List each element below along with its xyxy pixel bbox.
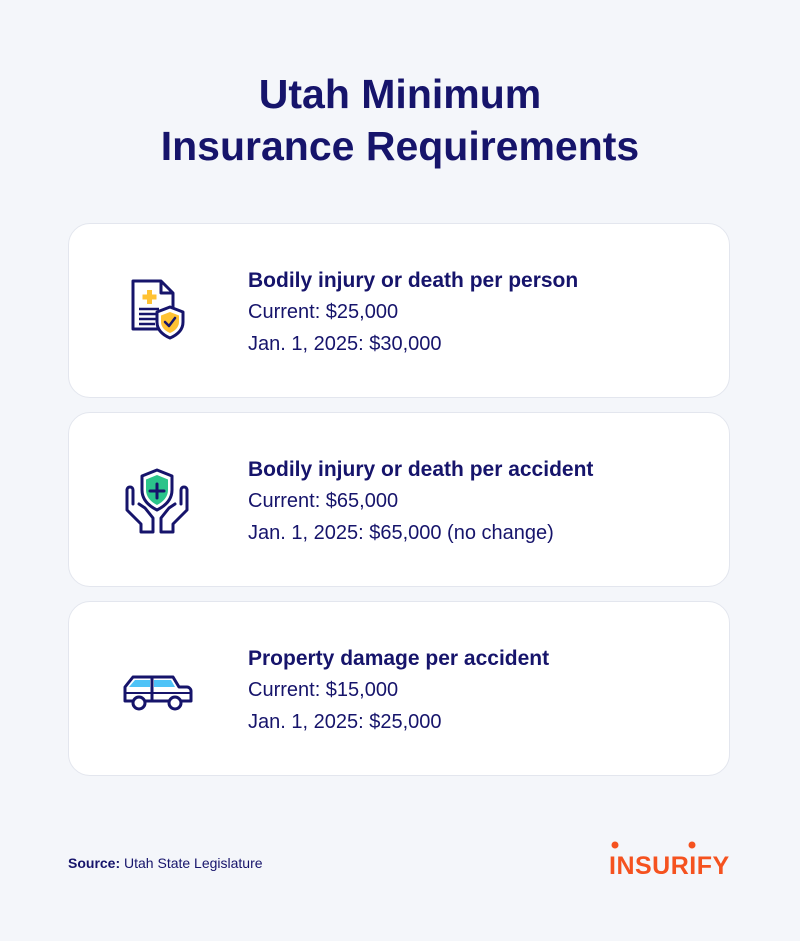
insurify-logo: [609, 838, 733, 880]
source-text: Utah State Legislature: [124, 855, 263, 871]
source-label: Source:: [68, 855, 121, 871]
future-amount: Jan. 1, 2025: $65,000 (no change): [248, 522, 554, 544]
requirement-card-bodily-injury-per-person: [68, 223, 730, 398]
current-amount: Current: $25,000: [248, 301, 399, 323]
requirement-card-bodily-injury-per-accident: [68, 412, 730, 587]
current-amount: Current: $15,000: [248, 679, 399, 701]
hands-shield-icon: [117, 460, 197, 540]
source-note: [68, 855, 263, 871]
car-icon: [117, 649, 197, 729]
title-line-1: Utah Minimum: [258, 71, 542, 117]
title-line-2: Insurance Requirements: [160, 123, 640, 169]
requirement-text: [248, 644, 549, 738]
logo-text: INSURIFY: [609, 852, 730, 880]
requirement-heading: Property damage per accident: [248, 647, 550, 670]
page-title: [0, 68, 800, 172]
requirement-text: [248, 266, 578, 360]
requirement-card-property-damage: [68, 601, 730, 776]
requirement-text: [248, 455, 593, 549]
requirement-heading: Bodily injury or death per accident: [248, 458, 594, 481]
future-amount: Jan. 1, 2025: $30,000: [248, 333, 442, 355]
future-amount: Jan. 1, 2025: $25,000: [248, 711, 442, 733]
medical-document-shield-icon: [117, 271, 197, 351]
current-amount: Current: $65,000: [248, 490, 399, 512]
requirement-heading: Bodily injury or death per person: [248, 269, 579, 292]
